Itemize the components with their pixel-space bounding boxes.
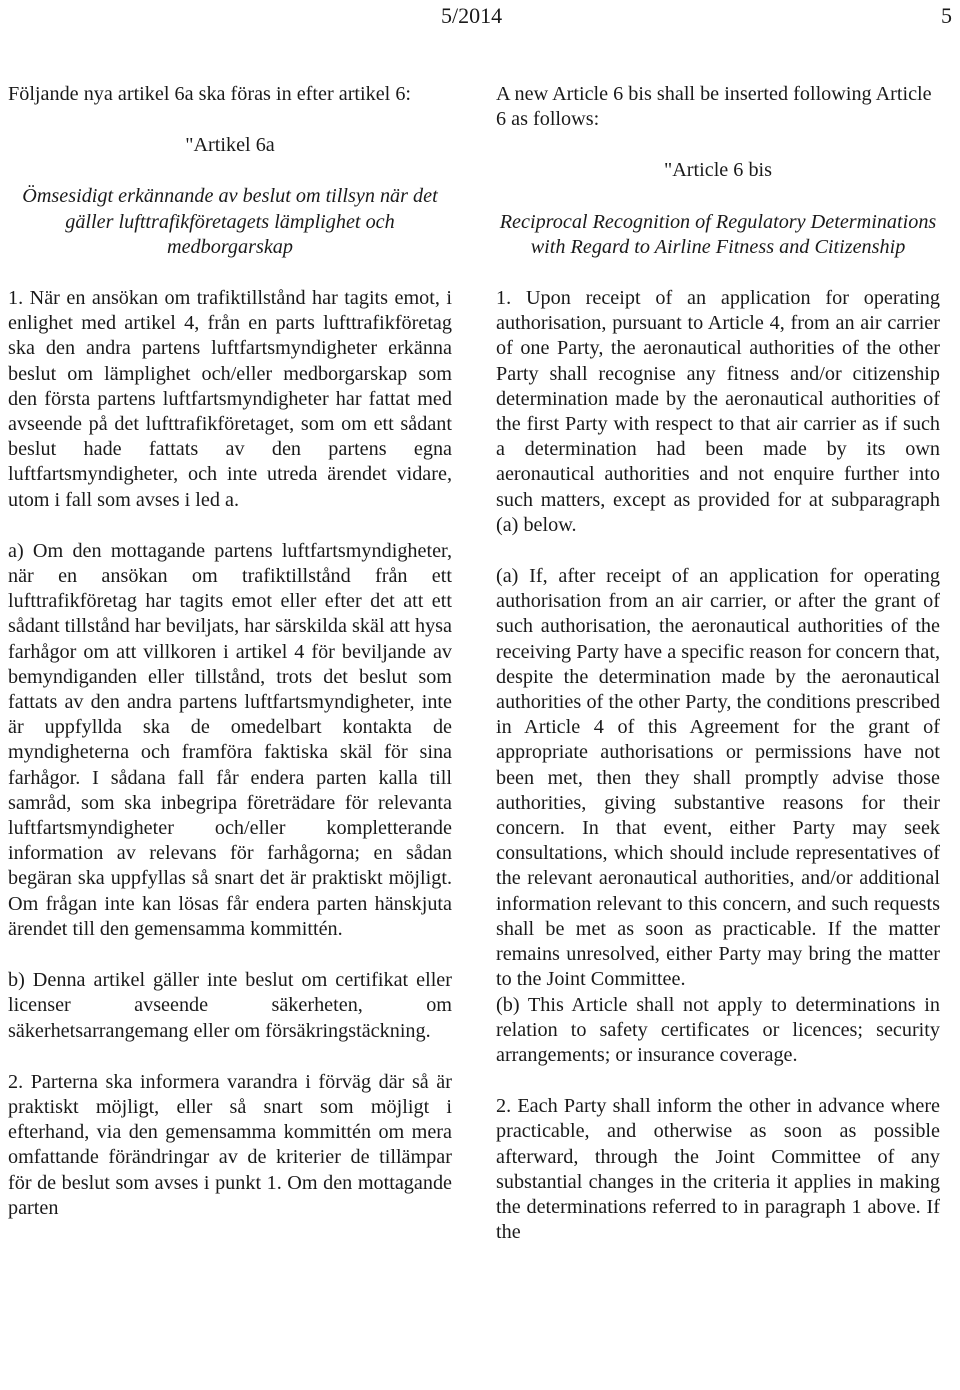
english-paragraph-2: 2. Each Party shall inform the other in advance where practicable, and otherwise as soon as possible afterward, through the Joint Committee of any substantial changes in the criteria it applies in making the determinations referred to in paragraph 1 above. If the	[496, 1095, 940, 1244]
swedish-article-title: "Artikel 6a	[185, 134, 275, 157]
swedish-intro: Följande nya artikel 6a ska föras in efter artikel 6:	[8, 83, 412, 105]
english-column	[496, 82, 940, 1271]
page-header	[0, 0, 960, 30]
swedish-column	[8, 82, 452, 1247]
english-subparagraph-b: (b) This Article shall not apply to determinations in relation to safety certificates or licences; security arrangements; or insurance coverage.	[496, 993, 940, 1066]
issue-number: 5/2014	[441, 3, 503, 28]
english-article-heading: Reciprocal Recognition of Regulatory Determinations with Regard to Airline Fitness and Citizenship	[499, 210, 937, 258]
swedish-paragraph-2: 2. Parterna ska informera varandra i förväg där så är praktiskt möjligt, eller så snart som möjligt i efterhand, via den gemensamma kommittén om mera omfattande förändringar av de kriterier de tillämpar för de beslut som avses i punkt 1. Om den mottagande parten	[8, 1070, 452, 1219]
english-article-title: "Article 6 bis	[663, 159, 773, 182]
swedish-article-heading: Ömsesidigt erkännande av beslut om tillsyn när det gäller lufttrafikföretagets lämplighet och medborgarskap	[22, 185, 438, 258]
swedish-subparagraph-a: a) Om den mottagande partens luftfartsmyndigheter, när en ansökan om trafiktillstånd från ett lufttrafikföretag har tagits emot eller efter det att ett sådant tillstånd har beviljats, har särskilda skäl att hysa farhågor om att villkoren i artikel 4 för beviljande av bemyndiganden eller tillstånd, trots det beslut som fattats av den andra partens luftfartsmyndigheter, inte är uppfyllda ska de omedelbart kontakta de myndigheterna och framföra faktiska skäl för sina farhågor. I sådana fall får endera parten kalla till samråd, som ska inbegripa företrädare för relevanta luftfartsmyndigheter och/eller kompletterande information av relevans för farhågorna; en sådan begäran ska uppfyllas så snart det är praktiskt möjligt. Om frågan inte kan lösas får endera parten hänskjuta ärendet till den gemensamma kommittén.	[8, 539, 452, 940]
swedish-subparagraph-b: b) Denna artikel gäller inte beslut om certifikat eller licenser avseende säkerheten, om säkerhetsarrangemang eller om försäkringstäckning.	[8, 969, 452, 1042]
page-number: 5	[941, 3, 952, 28]
english-paragraph-1: 1. Upon receipt of an application for operating authorisation, pursuant to Article 4, from an air carrier of one Party, the aeronautical authorities of the other Party shall recognise any fitness and/or citizenship determination made by the aeronautical authorities of the first Party with respect to that air carrier as if such a determination had been made by its own aeronautical authorities and not enquire further into such matters, except as provided for at subparagraph (a) below.	[496, 287, 940, 536]
english-subparagraph-a: (a) If, after receipt of an application for operating authorisation from an air carrier, or after the grant of such authorisation, the aeronautical authorities of the receiving Party have a specific reason for concern that, despite the determination made by the aeronautical authorities of the other Party, the conditions prescribed in Article 4 of this Agreement for the grant of appropriate authorisations or permissions have not been met, then they shall promptly advise those authorities, giving substantive reasons for their concern. In that event, either Party may seek consultations, which should include representatives of the relevant aeronautical authorities, and/or additional information relevant to this concern, and such requests shall be met as soon as practicable. If the matter remains unresolved, either Party may bring the matter to the Joint Committee.	[496, 565, 940, 991]
english-intro: A new Article 6 bis shall be inserted following Article 6 as follows:	[496, 83, 932, 131]
swedish-paragraph-1: 1. När en ansökan om trafiktillstånd har tagits emot, i enlighet med artikel 4, från en parts lufttrafikföretag ska den andra partens luftfartsmyndigheter erkänna beslut om lämplighet och/eller medborgarskap som den första partens luftfartsmyndigheter har fattat med avseende på det lufttrafikföretaget, som om ett sådant beslut hade fattats av den partens egna luftfartsmyndigheter, och inte utreda ärendet vidare, utom i fall som avses i led a.	[8, 287, 452, 511]
